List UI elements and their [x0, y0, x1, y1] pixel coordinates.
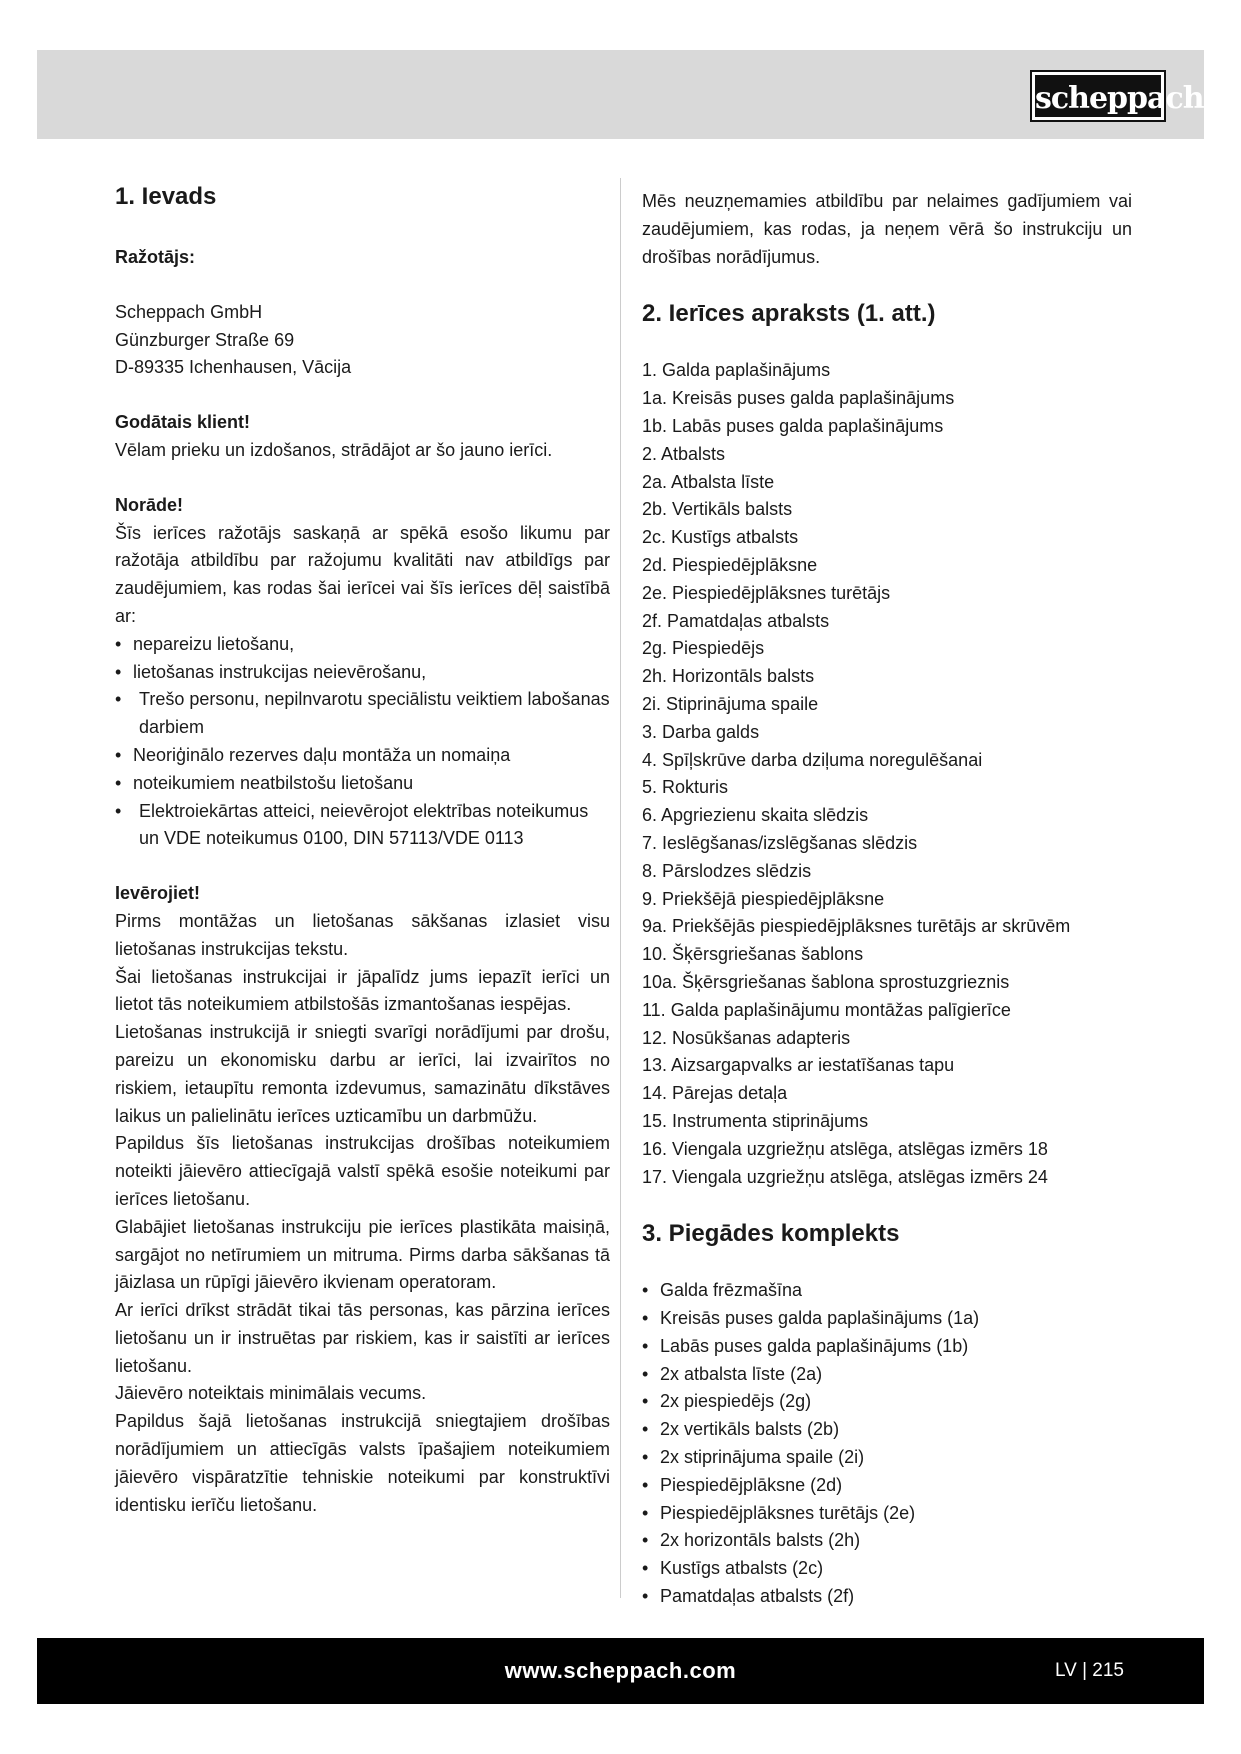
footer-url: www.scheppach.com [504, 1658, 737, 1683]
delivery-contents-list [642, 1277, 1132, 1611]
list-item: 2g. Piespiedējs [642, 638, 765, 659]
greeting-text: Vēlam prieku un izdošanos, strādājot ar šo jauno ierīci. [115, 439, 553, 460]
address-line: Günzburger Straße 69 [115, 329, 295, 350]
list-item: • Kustīgs atbalsts (2c) [642, 1555, 1132, 1583]
list-item: • Piespiedējplāksnes turētājs (2e) [642, 1500, 1132, 1528]
list-item: 3. Darba galds [642, 721, 760, 742]
list-item: • 2x horizontāls balsts (2h) [642, 1527, 1132, 1555]
note-bullets-indented [115, 686, 610, 742]
list-item: 10a. Šķērsgriešanas šablona sprostuzgrieznis [642, 971, 1010, 992]
note-title: Norāde! [115, 494, 184, 515]
address-line: Scheppach GmbH [115, 301, 263, 322]
list-item: • Kreisās puses galda paplašinājums (1a) [642, 1305, 1132, 1333]
list-item: 2. Atbalsts [642, 443, 726, 464]
left-column [115, 180, 610, 1519]
list-item: 2b. Vertikāls balsts [642, 499, 793, 520]
list-item: 2f. Pamatdaļas atbalsts [642, 610, 830, 631]
list-item: 16. Viengala uzgriežņu atslēga, atslēgas izmērs 18 [642, 1138, 1048, 1159]
list-item: • nepareizu lietošanu, [115, 631, 610, 659]
observe-title: Ievērojiet! [115, 883, 201, 904]
observe-paragraph: Glabājiet lietošanas instrukciju pie ierīces plastikāta maisiņā, sargājot no netīrumiem un mitruma. Pirms darba sākšanas tā jāizlasa un rūpīgi jāievēro ikvienam operatoram. [115, 1216, 610, 1293]
note-text: Šīs ierīces ražotājs saskaņā ar spēkā esošo likumu par ražotāja atbildību par ražojumu kvalitāti nav atbildīgs par zaudējumiem, kas rodas šai ierīcei vai šīs ierīces dēļ saistībā ar: [115, 522, 610, 626]
list-item: 2e. Piespiedējplāksnes turētājs [642, 582, 891, 603]
section-2-title: 2. Ierīces apraksts (1. att.) [642, 300, 936, 328]
observe-paragraph: Jāievēro noteiktais minimālais vecums. [115, 1383, 427, 1404]
list-item: 6. Apgriezienu skaita slēdzis [642, 805, 869, 826]
list-item: • 2x stiprinājuma spaile (2i) [642, 1444, 1132, 1472]
list-item: 2c. Kustīgs atbalsts [642, 527, 799, 548]
section-3-title: 3. Piegādes komplekts [642, 1220, 900, 1248]
list-item: 11. Galda paplašinājumu montāžas palīgierīce [642, 999, 1011, 1020]
observe-paragraph: Ar ierīci drīkst strādāt tikai tās personas, kas pārzina ierīces lietošanu un ir instruētas par riskiem, kas ir saistīti ar ierīces lietošanu. [115, 1300, 610, 1376]
list-item: • lietošanas instrukcijas neievērošanu, [115, 659, 610, 687]
list-item: 2d. Piespiedējplāksne [642, 554, 818, 575]
observe-paragraph: Papildus šajā lietošanas instrukcijā sniegtajiem drošības norādījumiem un attiecīgās valsts īpašajiem noteikumiem jāievēro vispāratzītie tehniskie noteikumi par konstruktīvi identisku ierīču lietošanu. [115, 1411, 610, 1515]
observe-paragraph: Lietošanas instrukcijā ir sniegti svarīgi norādījumi par drošu, pareizu un ekonomisku darbu ar ierīci, lai izvairītos no riskiem, ietaupītu remonta izdevumus, samazinātu dīkstāves laikus un palielinātu ierīces uzticamību un darbmūžu. [115, 1022, 610, 1126]
list-item: • noteikumiem neatbilstošu lietošanu [115, 770, 610, 798]
list-item: 7. Ieslēgšanas/izslēgšanas slēdzis [642, 832, 918, 853]
device-parts-list [642, 357, 1132, 1191]
column-divider [620, 178, 621, 1598]
list-item: 2a. Atbalsta līste [642, 471, 775, 492]
list-item: 13. Aizsargapvalks ar iestatīšanas tapu [642, 1055, 955, 1076]
list-item: 5. Rokturis [642, 777, 729, 798]
list-item: • 2x atbalsta līste (2a) [642, 1361, 1132, 1389]
list-item: 14. Pārejas detaļa [642, 1083, 788, 1104]
observe-paragraph: Pirms montāžas un lietošanas sākšanas izlasiet visu lietošanas instrukcijas tekstu. [115, 910, 610, 959]
list-item: 2h. Horizontāls balsts [642, 666, 815, 687]
list-item: 9a. Priekšējās piespiedējplāksnes turētājs ar skrūvēm [642, 916, 1071, 937]
note-bullets [115, 631, 610, 687]
list-item: • Pamatdaļas atbalsts (2f) [642, 1583, 1132, 1611]
list-item: • 2x vertikāls balsts (2b) [642, 1416, 1132, 1444]
list-item: 1b. Labās puses galda paplašinājums [642, 415, 944, 436]
list-item: 1a. Kreisās puses galda paplašinājums [642, 388, 955, 409]
list-item: 9. Priekšējā piespiedējplāksne [642, 888, 885, 909]
list-item: 8. Pārslodzes slēdzis [642, 860, 812, 881]
list-item: 15. Instrumenta stiprinājums [642, 1110, 869, 1131]
list-item: 1. Galda paplašinājums [642, 360, 831, 381]
address-line: D-89335 Ichenhausen, Vācija [115, 357, 352, 378]
scheppach-logo: scheppach [1032, 72, 1164, 120]
list-item: • Elektroiekārtas atteici, neievērojot elektrības noteikumus un VDE noteikumus 0100, DIN 57113/VDE 0113 [115, 798, 610, 854]
list-item: • Galda frēzmašīna [642, 1277, 1132, 1305]
list-item: 10. Šķērsgriešanas šablons [642, 944, 864, 965]
list-item: • 2x piespiedējs (2g) [642, 1388, 1132, 1416]
right-column [642, 188, 1132, 1611]
list-item: 4. Spīļskrūve darba dziļuma noregulēšanai [642, 749, 983, 770]
header-band [37, 50, 1204, 139]
list-item: • Labās puses galda paplašinājums (1b) [642, 1333, 1132, 1361]
observe-paragraph: Papildus šīs lietošanas instrukcijas drošības noteikumiem noteikti jāievēro attiecīgajā valstī spēkā esošie noteikumi par ierīces lietošanu. [115, 1133, 610, 1209]
list-item: 12. Nosūkšanas adapteris [642, 1027, 851, 1048]
section-1-title: 1. Ievads [115, 183, 217, 210]
manufacturer-label: Ražotājs: [115, 247, 196, 267]
greeting-title: Godātais klient! [115, 412, 251, 433]
page-number: LV | 215 [1054, 1660, 1124, 1681]
list-item: • Piespiedējplāksne (2d) [642, 1472, 1132, 1500]
list-item: • Trešo personu, nepilnvarotu speciālistu veiktiem labošanas darbiem [115, 686, 610, 742]
list-item: • Neoriģinālo rezerves daļu montāža un nomaiņa [115, 742, 610, 770]
liability-text: Mēs neuzņemamies atbildību par nelaimes gadījumiem vai zaudējumiem, kas rodas, ja neņem vērā šo instrukciju un drošības norādījumus. [642, 191, 1132, 267]
list-item: 17. Viengala uzgriežņu atslēga, atslēgas izmērs 24 [642, 1166, 1048, 1187]
note-bullets-more [115, 742, 610, 798]
observe-paragraph: Šai lietošanas instrukcijai ir jāpalīdz jums iepazīt ierīci un lietot tās noteikumiem atbilstošās izmantošanas iespējas. [115, 966, 610, 1015]
note-bullets-last [115, 798, 610, 854]
footer-bar [37, 1638, 1204, 1704]
list-item: 2i. Stiprinājuma spaile [642, 693, 819, 714]
